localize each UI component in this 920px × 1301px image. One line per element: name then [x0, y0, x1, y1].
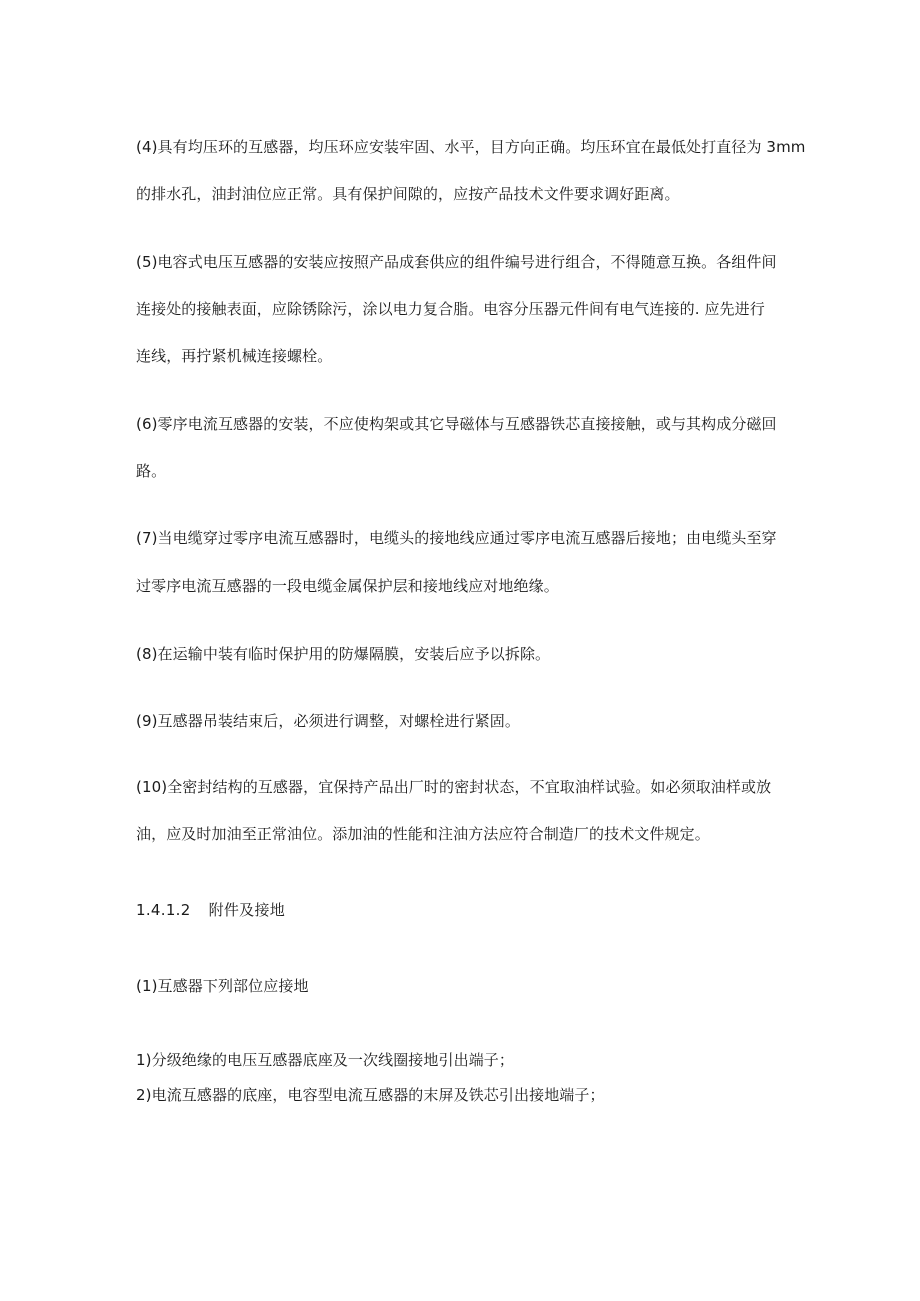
subsection-1: (1)互感器下列部位应接地 [136, 977, 309, 995]
list-item-2: 2)电流互感器的底座，电容型电流互感器的末屏及铁芯引出接地端子； [136, 1086, 605, 1104]
paragraph-7-line-2: 过零序电流互感器的一段电缆金属保护层和接地线应对地绝缘。 [136, 577, 559, 595]
paragraph-6-line-1: (6)零序电流互感器的安装，不应使构架或其它导磁体与互感器铁芯直接接触，或与其构成分磁回 [136, 415, 777, 433]
list-item-1: 1)分级绝缘的电压互感器底座及一次线圈接地引出端子； [136, 1051, 514, 1069]
section-heading [136, 900, 285, 920]
paragraph-4-line-1: (4)具有均压环的互感器，均压环应安装牢固、水平，目方向正确。均压环宜在最低处打直径为 3mm [136, 138, 806, 156]
paragraph-5-line-2: 连接处的接触表面，应除锈除污，涂以电力复合脂。电容分压器元件间有电气连接的. 应先进行 [136, 300, 765, 318]
paragraph-5-line-3: 连线，再拧紧机械连接螺栓。 [136, 347, 333, 365]
paragraph-7-line-1: (7)当电缆穿过零序电流互感器时，电缆头的接地线应通过零序电流互感器后接地；由电缆头至穿 [136, 529, 777, 547]
paragraph-9: (9)互感器吊装结束后，必须进行调整，对螺栓进行紧固。 [136, 712, 520, 730]
paragraph-6-line-2: 路。 [136, 462, 167, 480]
paragraph-5-line-1: (5)电容式电压互感器的安装应按照产品成套供应的组件编号进行组合，不得随意互换。各组件间 [136, 253, 777, 271]
section-title: 附件及接地 [208, 901, 286, 919]
paragraph-4-line-2: 的排水孔，油封油位应正常。具有保护间隙的，应按产品技术文件要求调好距离。 [136, 185, 680, 203]
paragraph-10-line-1: (10)全密封结构的互感器，宜保持产品出厂时的密封状态，不宜取油样试验。如必须取油样或放 [136, 778, 772, 796]
section-number: 1.4.1.2 [136, 901, 191, 919]
paragraph-10-line-2: 油，应及时加油至正常油位。添加油的性能和注油方法应符合制造厂的技术文件规定。 [136, 825, 710, 843]
paragraph-8: (8)在运输中装有临时保护用的防爆隔膜，安装后应予以拆除。 [136, 645, 551, 663]
